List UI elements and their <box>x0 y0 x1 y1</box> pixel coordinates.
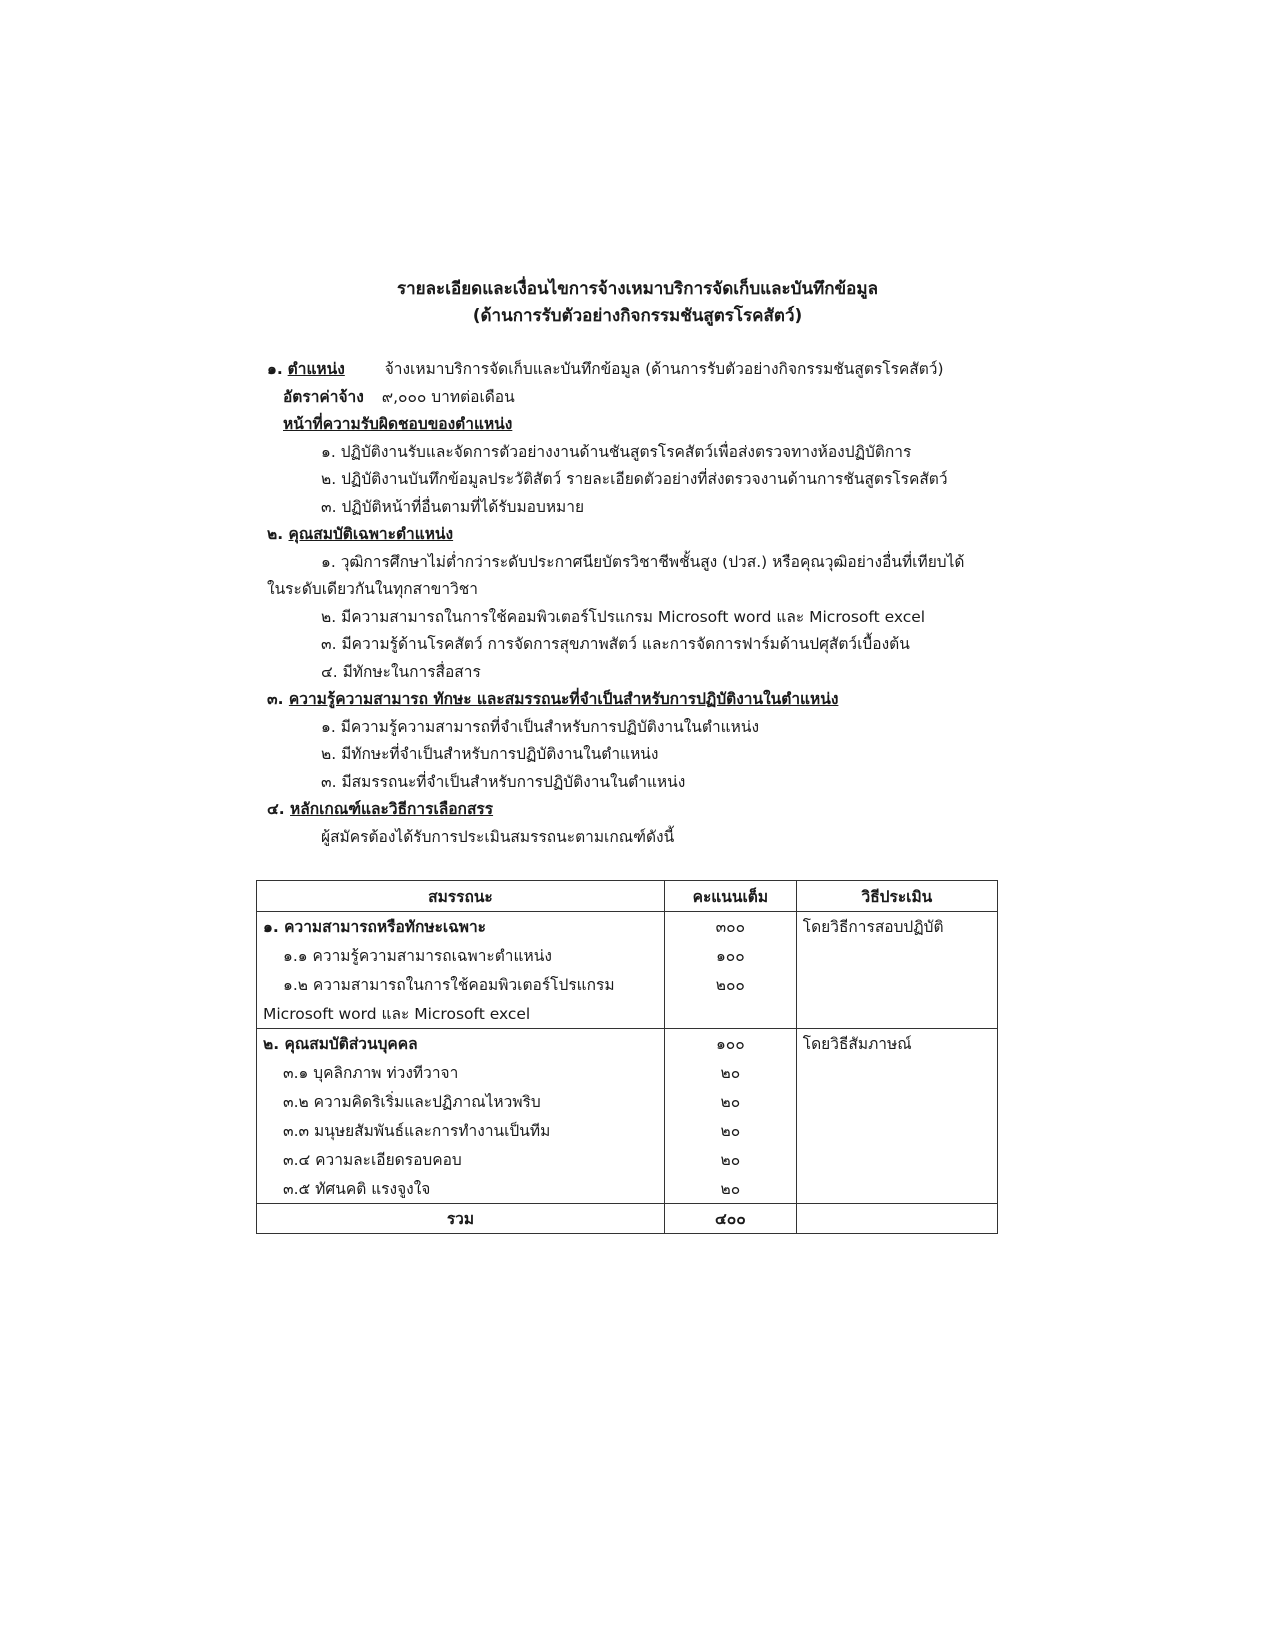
evaluation-table <box>256 880 998 1234</box>
group-method: โดยวิธีการสอบปฏิบัติ <box>796 912 997 942</box>
table-row <box>257 1087 998 1116</box>
group-method: โดยวิธีสัมภาษณ์ <box>796 1029 997 1059</box>
section-number: ๔. <box>267 800 285 818</box>
qualification-item-cont: ในระดับเดียวกันในทุกสาขาวิชา <box>267 580 479 598</box>
qualification-item: ๒. มีความสามารถในการใช้คอมพิวเตอร์โปรแกรม Microsoft word และ Microsoft excel <box>321 608 926 626</box>
table-row <box>257 1174 998 1204</box>
duty-item: ๓. ปฏิบัติหน้าที่อื่นตามที่ได้รับมอบหมาย <box>321 498 585 516</box>
competency-item: ๓. มีสมรรถนะที่จำเป็นสำหรับการปฏิบัติงานในตำแหน่ง <box>321 773 686 791</box>
section-3-heading <box>267 686 838 711</box>
row-label: ๓.๓ มนุษยสัมพันธ์และการทำงานเป็นทีม <box>257 1116 665 1145</box>
doc-title: รายละเอียดและเงื่อนไขการจ้างเหมาบริการจัดเก็บและบันทึกข้อมูล <box>396 279 879 299</box>
row-label: ๓.๒ ความคิดริเริ่มและปฏิภาณไหวพริบ <box>257 1087 665 1116</box>
selection-intro: ผู้สมัครต้องได้รับการประเมินสมรรถนะตามเกณฑ์ดังนี้ <box>321 828 675 846</box>
section-number: ๑. <box>267 360 283 378</box>
table-row <box>257 1029 998 1059</box>
header-method: วิธีประเมิน <box>796 881 997 912</box>
row-score: ๒๐ <box>664 1145 796 1174</box>
table-header-row <box>257 881 998 912</box>
header-full-score: คะแนนเต็ม <box>664 881 796 912</box>
section-title: ความรู้ความสามารถ ทักษะ และสมรรถนะที่จำเป็นสำหรับการปฏิบัติงานในตำแหน่ง <box>288 690 839 708</box>
doc-subtitle: (ด้านการรับตัวอย่างกิจกรรมชันสูตรโรคสัตว์) <box>472 306 803 326</box>
row-score: ๒๐ <box>664 1174 796 1204</box>
duty-heading: หน้าที่ความรับผิดชอบของตำแหน่ง <box>283 415 513 433</box>
table-row <box>257 941 998 970</box>
row-label: ๓.๕ ทัศนคติ แรงจูงใจ <box>257 1174 665 1204</box>
group-title: ๒. คุณสมบัติส่วนบุคคล <box>257 1029 665 1059</box>
row-score: ๒๐ <box>664 1058 796 1087</box>
table-row <box>257 1116 998 1145</box>
group-title: ๑. ความสามารถหรือทักษะเฉพาะ <box>257 912 665 942</box>
duty-item: ๒. ปฏิบัติงานบันทึกข้อมูลประวัติสัตว์ รายละเอียดตัวอย่างที่ส่งตรวจงานด้านการชันสูตรโรคสัตว์ <box>321 470 948 488</box>
section-1-position <box>267 356 944 381</box>
table-row <box>257 970 998 999</box>
row-score: ๒๐ <box>664 1087 796 1116</box>
section-number: ๒. <box>267 525 284 543</box>
position-label: ตำแหน่ง <box>287 360 345 378</box>
duty-item: ๑. ปฏิบัติงานรับและจัดการตัวอย่างงานด้านชันสูตรโรคสัตว์เพื่อส่งตรวจทางห้องปฏิบัติการ <box>321 443 912 461</box>
section-4-heading <box>267 796 493 821</box>
total-label: รวม <box>257 1204 665 1234</box>
table-row <box>257 1145 998 1174</box>
row-score: ๑๐๐ <box>664 941 796 970</box>
row-label: ๓.๔ ความละเอียดรอบคอบ <box>257 1145 665 1174</box>
qualification-item: ๑. วุฒิการศึกษาไม่ต่ำกว่าระดับประกาศนียบัตรวิชาชีพชั้นสูง (ปวส.) หรือคุณวุฒิอย่างอื่นที่เทียบได้ <box>321 553 965 571</box>
table-total-row <box>257 1204 998 1234</box>
row-label-continuation: Microsoft word และ Microsoft excel <box>257 999 665 1029</box>
section-title: หลักเกณฑ์และวิธีการเลือกสรร <box>290 800 494 818</box>
competency-item: ๑. มีความรู้ความสามารถที่จำเป็นสำหรับการปฏิบัติงานในตำแหน่ง <box>321 718 760 736</box>
qualification-item: ๓. มีความรู้ด้านโรคสัตว์ การจัดการสุขภาพสัตว์ และการจัดการฟาร์มด้านปศุสัตว์เบื้องต้น <box>321 635 910 653</box>
group-score: ๓๐๐ <box>664 912 796 942</box>
group-score: ๑๐๐ <box>664 1029 796 1059</box>
section-2-heading <box>267 521 453 546</box>
section-title: คุณสมบัติเฉพาะตำแหน่ง <box>288 525 454 543</box>
row-label: ๑.๑ ความรู้ความสามารถเฉพาะตำแหน่ง <box>257 941 665 970</box>
wage-value: ๙,๐๐๐ บาทต่อเดือน <box>381 388 515 406</box>
row-label: ๑.๒ ความสามารถในการใช้คอมพิวเตอร์โปรแกรม <box>257 970 665 999</box>
row-score: ๒๐๐ <box>664 970 796 999</box>
position-value: จ้างเหมาบริการจัดเก็บและบันทึกข้อมูล (ด้านการรับตัวอย่างกิจกรรมชันสูตรโรคสัตว์) <box>384 360 944 378</box>
row-label: ๓.๑ บุคลิกภาพ ท่วงทีวาจา <box>257 1058 665 1087</box>
total-score: ๔๐๐ <box>664 1204 796 1234</box>
table-row <box>257 999 998 1029</box>
wage-line <box>283 384 515 409</box>
wage-label: อัตราค่าจ้าง <box>283 388 364 406</box>
table-row <box>257 912 998 942</box>
section-number: ๓. <box>267 690 284 708</box>
qualification-item: ๔. มีทักษะในการสื่อสาร <box>321 663 481 681</box>
header-competency: สมรรถนะ <box>257 881 665 912</box>
row-score: ๒๐ <box>664 1116 796 1145</box>
table-row <box>257 1058 998 1087</box>
competency-item: ๒. มีทักษะที่จำเป็นสำหรับการปฏิบัติงานในตำแหน่ง <box>321 745 659 763</box>
